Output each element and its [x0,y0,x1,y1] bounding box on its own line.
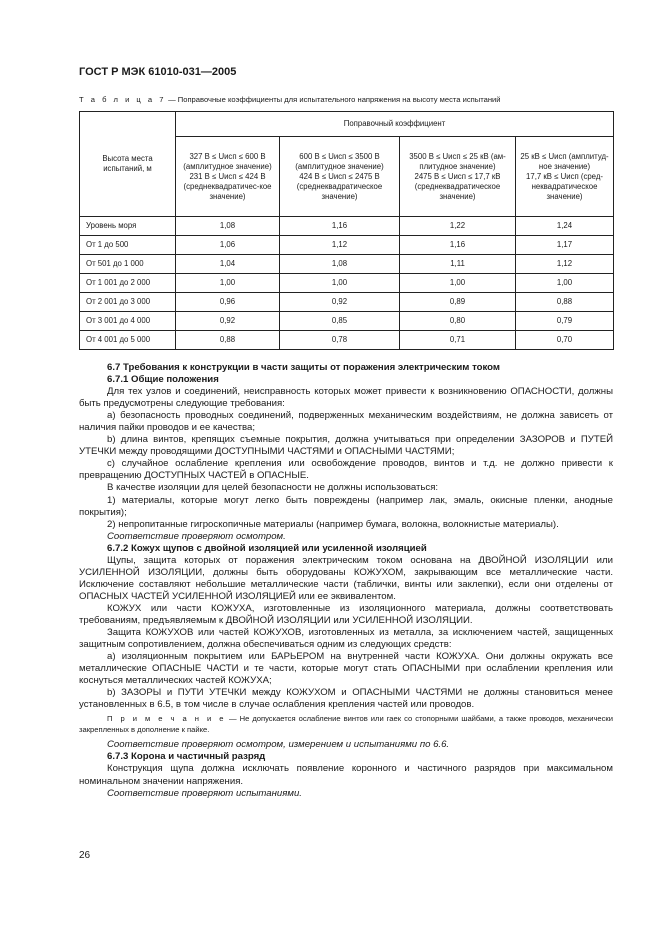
altitude-label: От 1 001 до 2 000 [80,274,176,293]
paragraph: Щупы, защита которых от поражения электрическим током основана на ДВОЙНОЙ ИЗОЛЯЦИИ или УСИЛЕННОЙ ИЗОЛЯЦИИ, должны быть оборудованы КОЖУХОМ, закрывающим все металлические части. Исключение составляют небольшие металлические части (таблички, винты или заклепки), если они отделены от ОПАСНЫХ ЧАСТЕЙ УСИЛЕННОЙ ИЗОЛЯЦИЕЙ или ее эквивалентом. [79,554,613,602]
factor-cell: 1,12 [516,255,614,274]
compliance-statement: Соответствие проверяют испытаниями. [107,787,302,799]
factor-cell: 0,88 [176,331,280,350]
factor-cell: 1,24 [516,217,614,236]
list-item: b) длина винтов, крепящих съемные покрытия, должна учитываться при определении ЗАЗОРОВ и ПУТЕЙ УТЕЧКИ между проводящими ДОСТУПНЫМИ ЧАСТЯМИ и ОПАСНЫМИ ЧАСТЯМИ; [79,434,613,458]
section-heading-6-7-1: 6.7.1 Общие положения [107,374,219,386]
factor-cell: 0,78 [280,331,400,350]
correction-factor-table [79,111,614,350]
section-heading-6-7-2: 6.7.2 Кожух щупов с двойной изоляцией или усиленной изоляцией [107,542,427,554]
factor-cell: 1,00 [176,274,280,293]
factor-cell: 0,71 [400,331,516,350]
table-row [80,274,614,293]
list-item: а) изоляционным покрытием или БАРЬЕРОМ на внутренней части КОЖУХА. Они должны окружать все металлические ОПАСНЫЕ ЧАСТИ и те части, которые могут стать ОПАСНЫМИ при ослаблении крепления или коснуться металлических частей КОЖУХА; [79,651,613,687]
factor-cell: 1,16 [280,217,400,236]
altitude-label: Уровень моря [80,217,176,236]
factor-cell: 1,00 [516,274,614,293]
table-row [80,236,614,255]
factor-cell: 0,79 [516,312,614,331]
factor-cell: 1,16 [400,236,516,255]
factor-cell: 0,85 [280,312,400,331]
section-heading-6-7: 6.7 Требования к конструкции в части защиты от поражения электрическим током [107,362,501,373]
factor-cell: 0,80 [400,312,516,331]
factor-cell: 1,04 [176,255,280,274]
table-caption [79,95,599,104]
paragraph: КОЖУХ или части КОЖУХА, изготовленные из изоляционного материала, должны соответствовать требованиям, предъявляемым к ДВОЙНОЙ ИЗОЛЯЦИИ или УСИЛЕННОЙ ИЗОЛЯЦИИ. [79,602,613,626]
factor-cell: 1,06 [176,236,280,255]
section-heading-6-7-3: 6.7.3 Корона и частичный разряд [107,751,266,763]
factor-cell: 0,70 [516,331,614,350]
table-row [80,312,614,331]
altitude-label: От 1 до 500 [80,236,176,255]
note [79,714,613,735]
table-row [80,217,614,236]
table-caption-text: — Поправочные коэффициенты для испытательного напряжения на высоту места испытаний [165,95,501,104]
altitude-label: От 2 001 до 3 000 [80,293,176,312]
factor-cell: 0,92 [280,293,400,312]
paragraph: Защита КОЖУХОВ или частей КОЖУХОВ, изготовленных из металла, за исключением частей, защищенных защитным сопротивлением, должна обеспечиваться одним из следующих средств: [79,627,613,651]
altitude-label: От 3 001 до 4 000 [80,312,176,331]
factor-cell: 1,08 [280,255,400,274]
list-item: 2) непропитанные гигроскопичные материалы (например бумага, волокна, волокнистые материалы). [107,518,559,530]
compliance-statement: Соответствие проверяют осмотром, измерением и испытаниями по 6.6. [107,739,450,751]
document-body [79,362,613,800]
note-text: — Не допускается ослабление винтов или гаек со стопорными шайбами, а также проводов, механически закрепленных в дополнение к пайке. [79,714,613,734]
factor-cell: 1,00 [280,274,400,293]
document-code: ГОСТ Р МЭК 61010-031—2005 [79,66,237,78]
paragraph: Для тех узлов и соединений, неисправность которых может привести к возникновению ОПАСНОСТИ, должны быть предусмотрены следующие требования: [79,386,613,410]
list-item: а) безопасность проводных соединений, подверженных механическим воздействиям, не должна зависеть от наличия пайки проводов и ее качества; [79,410,613,434]
note-label: П р и м е ч а н и е [107,714,226,724]
factor-cell: 1,17 [516,236,614,255]
list-item: b) ЗАЗОРЫ и ПУТИ УТЕЧКИ между КОЖУХОМ и ОПАСНЫМИ ЧАСТЯМИ не должны становиться менее установленных в 6.5, в том числе в случае ослабления крепления частей или проводов. [79,687,613,711]
factor-cell: 1,08 [176,217,280,236]
factor-cell: 1,11 [400,255,516,274]
voltage-range-header: 3500 В ≤ Uисп ≤ 25 кВ (ам-плитудное значение) 2475 В ≤ Uисп ≤ 17,7 кВ (среднеквадратическое значение) [400,137,516,217]
page-number: 26 [79,850,91,861]
factor-cell: 0,96 [176,293,280,312]
altitude-label: От 4 001 до 5 000 [80,331,176,350]
table-caption-label: Т а б л и ц а 7 [79,95,166,104]
altitude-column-header: Высота места испытаний, м [80,112,176,217]
table-row [80,255,614,274]
factor-cell: 1,22 [400,217,516,236]
compliance-statement: Соответствие проверяют осмотром. [107,530,286,542]
factor-cell: 1,12 [280,236,400,255]
altitude-label: От 501 до 1 000 [80,255,176,274]
voltage-range-header: 327 В ≤ Uисп ≤ 600 В (амплитудное значение) 231 В ≤ Uисп ≤ 424 В (среднеквадратичес-кое значение) [176,137,280,217]
list-item: 1) материалы, которые могут легко быть повреждены (например лак, эмаль, окисные пленки, анодные покрытия); [79,494,613,518]
factor-cell: 0,89 [400,293,516,312]
voltage-range-header: 600 В ≤ Uисп ≤ 3500 В (амплитудное значение) 424 В ≤ Uисп ≤ 2475 В (среднеквадратическое значение) [280,137,400,217]
factor-cell: 0,88 [516,293,614,312]
factor-cell: 0,92 [176,312,280,331]
table-row [80,331,614,350]
voltage-range-header: 25 кВ ≤ Uисп (амплитуд-ное значение) 17,7 кВ ≤ Uисп (сред-неквадратическое значение) [516,137,614,217]
paragraph: Конструкция щупа должна исключать появление коронного и частичного разрядов при максимальном номинальном значении напряжения. [79,763,613,787]
factor-cell: 1,00 [400,274,516,293]
correction-group-header: Поправочный коэффициент [176,112,614,137]
table-row [80,293,614,312]
paragraph: В качестве изоляции для целей безопасности не должны использоваться: [107,482,439,494]
list-item: c) случайное ослабление крепления или освобождение проводов, винтов и т.д. не должно привести к превращению ДОСТУПНЫХ ЧАСТЕЙ в ОПАСНЫЕ. [79,458,613,482]
